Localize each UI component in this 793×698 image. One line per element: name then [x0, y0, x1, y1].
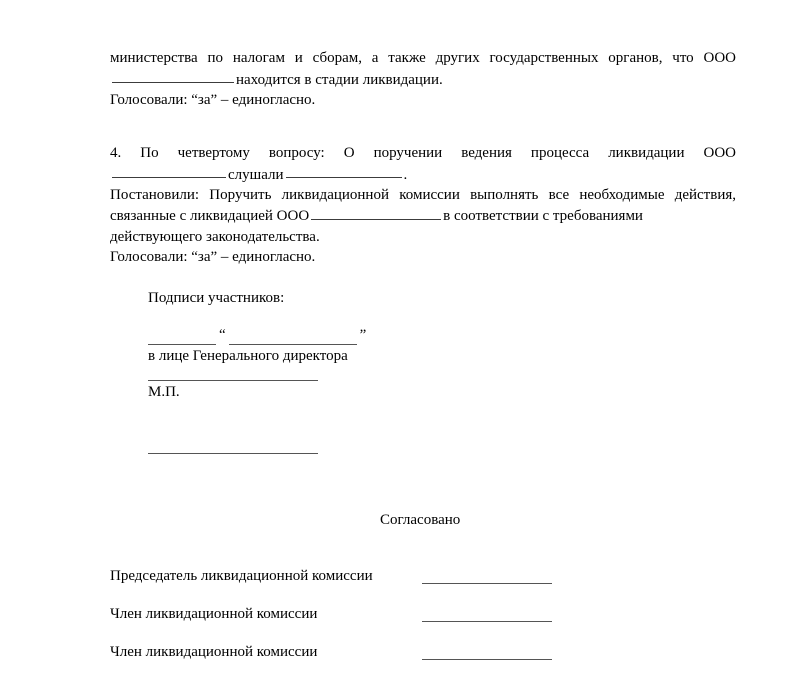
commission-role-label: Член ликвидационной комиссии: [110, 644, 318, 660]
commission-signature-blank[interactable]: [422, 583, 552, 584]
commission-signature-blank[interactable]: [422, 659, 552, 660]
item4-line-2-mid: слушали: [228, 166, 284, 183]
quote-close: ”: [359, 327, 367, 343]
intro-line-1: министерства по налогам и сборам, а также других государственных органов, что ООО: [110, 50, 736, 66]
commission-signature-list: [110, 566, 730, 680]
director-signature-blank[interactable]: [148, 380, 318, 381]
intro-paragraph: [110, 48, 736, 110]
resolution-line-2-post: в соответствии с требованиями: [443, 208, 643, 225]
commission-row: [110, 642, 730, 680]
item4-line-1: 4. По четвертому вопросу: О поручении ведения процесса ликвидации ООО: [110, 145, 736, 161]
item4-line-2: [110, 164, 736, 185]
intro-vote-line: Голосовали: “за” – единогласно.: [110, 91, 316, 108]
commission-role-label: Председатель ликвидационной комиссии: [110, 568, 373, 584]
commission-signature-blank[interactable]: [422, 621, 552, 622]
company-name-blank[interactable]: [112, 69, 234, 84]
commission-row: [110, 566, 730, 604]
item4-company-blank[interactable]: [112, 164, 226, 179]
seal-label: М.П.: [148, 383, 180, 400]
item4-listener-blank[interactable]: [286, 164, 402, 179]
extra-signature-blank[interactable]: [148, 453, 318, 454]
participant-signature-blank[interactable]: [148, 344, 216, 345]
approval-heading: Согласовано: [380, 512, 461, 528]
item4-paragraph: [110, 143, 736, 268]
signatures-rows: [148, 325, 369, 402]
resolution-line-2: [110, 205, 736, 226]
item4-vote-line: Голосовали: “за” – единогласно.: [110, 249, 316, 266]
participant-name-blank[interactable]: [229, 344, 357, 345]
commission-row: [110, 604, 730, 642]
resolution-line-1: Постановили: Поручить ликвидационной комиссии выполнять все необходимые действия,: [110, 186, 736, 203]
resolution-company-blank[interactable]: [311, 205, 441, 220]
intro-line-2: [110, 69, 736, 90]
resolution-line-2-pre: связанные с ликвидацией ООО: [110, 208, 310, 225]
participant-signature-row: [148, 325, 369, 345]
quote-open: “: [219, 327, 226, 343]
commission-role-label: Член ликвидационной комиссии: [110, 606, 318, 622]
item4-line-2-end: .: [403, 166, 408, 183]
intro-line-2-text: находится в стадии ликвидации.: [236, 71, 443, 88]
resolution-line-3: действующего законодательства.: [110, 228, 320, 245]
signatures-heading: Подписи участников:: [148, 290, 285, 306]
participant-role-label: в лице Генерального директора: [148, 348, 348, 364]
